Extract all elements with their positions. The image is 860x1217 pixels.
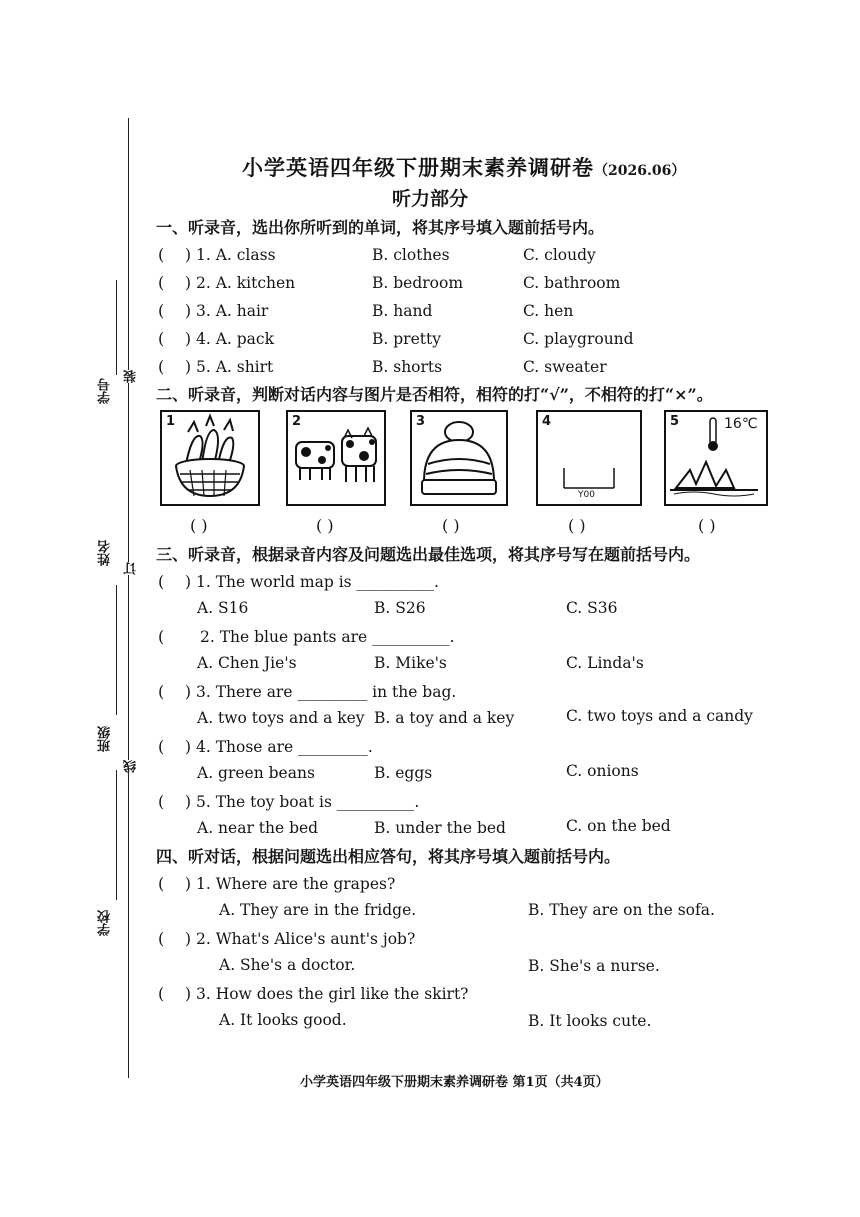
option-b: B. under the bed xyxy=(374,819,506,837)
exam-subtitle: 听力部分 xyxy=(392,188,469,210)
answer-paren[interactable]: ( xyxy=(158,682,165,701)
option-b: B. shorts xyxy=(372,358,443,376)
sydney-opera-house-icon xyxy=(666,412,766,504)
option-c: C. S36 xyxy=(566,599,618,617)
question-stem: ) 5. The toy boat is __________. xyxy=(185,793,420,811)
option-b: B. She's a nurse. xyxy=(528,957,660,975)
option-a: A. near the bed xyxy=(197,819,319,837)
option-a: A. Chen Jie's xyxy=(197,654,297,672)
school-label: 学校 xyxy=(98,910,113,936)
answer-paren[interactable]: ( xyxy=(158,874,165,893)
question-stem: ) 3. There are _________ in the bag. xyxy=(185,683,457,701)
answer-paren[interactable]: ( xyxy=(158,301,165,320)
page-footer: 小学英语四年级下册期末素养调研卷 第1页（共4页） xyxy=(300,1075,609,1090)
exam-title xyxy=(242,152,685,182)
option-c: C. Linda's xyxy=(566,654,644,672)
option-c: C. sweater xyxy=(523,358,607,376)
option-c: C. cloudy xyxy=(523,246,596,264)
option-a: A. They are in the fridge. xyxy=(219,901,417,919)
picture-2 xyxy=(286,410,386,506)
option-b: B. hand xyxy=(372,302,433,320)
picture-1 xyxy=(160,410,260,506)
option-c: C. two toys and a candy xyxy=(566,707,753,725)
student-number-label: 学号 xyxy=(98,378,113,404)
picture-4-answer[interactable]: ( ) xyxy=(568,516,586,535)
name-underline-2 xyxy=(116,585,117,715)
answer-paren[interactable]: ( xyxy=(158,984,165,1003)
picture-5 xyxy=(664,410,768,506)
picture-number: 3 xyxy=(416,414,426,429)
name-label: 姓名 xyxy=(98,540,113,566)
name-underline-1 xyxy=(116,280,117,375)
option-c: C. hen xyxy=(523,302,574,320)
wool-hat-icon xyxy=(412,412,506,504)
question-stem: 2. The blue pants are __________. xyxy=(200,628,455,646)
option-b: B. pretty xyxy=(372,330,441,348)
question-stem: ) 1. The world map is __________. xyxy=(185,573,439,591)
answer-paren[interactable]: ( xyxy=(158,329,165,348)
answer-paren[interactable]: ( xyxy=(158,572,165,591)
picture-3-answer[interactable]: ( ) xyxy=(442,516,460,535)
section1-heading: 一、听录音，选出你所听到的单词，将其序号填入题前括号内。 xyxy=(156,218,605,237)
option-b: B. S26 xyxy=(374,599,426,617)
option-b: B. Mike's xyxy=(374,654,447,672)
option-a: A. S16 xyxy=(197,599,249,617)
question-stem: ) 5. A. shirt xyxy=(185,358,274,376)
cows-icon xyxy=(288,412,384,504)
exam-title-text: 小学英语四年级下册期末素养调研卷 xyxy=(242,155,594,180)
picture-1-answer[interactable]: ( ) xyxy=(190,516,208,535)
question-stem: ) 3. How does the girl like the skirt? xyxy=(185,985,469,1003)
question-stem: ) 4. Those are _________. xyxy=(185,738,373,756)
option-a: A. It looks good. xyxy=(219,1011,347,1029)
option-c: C. bathroom xyxy=(523,274,621,292)
answer-paren[interactable]: ( xyxy=(158,273,165,292)
option-b: B. clothes xyxy=(372,246,450,264)
option-c: C. on the bed xyxy=(566,817,671,835)
section2-heading: 二、听录音，判断对话内容与图片是否相符，相符的打“√”，不相符的打“×”。 xyxy=(156,385,713,404)
picture-number: 5 xyxy=(670,414,680,429)
option-a: A. green beans xyxy=(197,764,315,782)
picture-number: 1 xyxy=(166,414,176,429)
picture-2-answer[interactable]: ( ) xyxy=(316,516,334,535)
section3-heading: 三、听录音，根据录音内容及问题选出最佳选项，将其序号写在题前括号内。 xyxy=(156,545,701,564)
name-underline-3 xyxy=(116,770,117,900)
exam-date: （2026.06） xyxy=(594,163,686,179)
picture-number: 2 xyxy=(292,414,302,429)
xian-mark: 线 xyxy=(124,760,139,773)
picture-5-answer[interactable]: ( ) xyxy=(698,516,716,535)
answer-paren[interactable]: ( xyxy=(158,245,165,264)
ding-mark: 订 xyxy=(124,562,139,575)
question-stem: ) 1. A. class xyxy=(185,246,276,264)
temperature-label: 16℃ xyxy=(724,416,758,432)
question-stem: ) 4. A. pack xyxy=(185,330,274,348)
question-stem: ) 3. A. hair xyxy=(185,302,269,320)
question-stem: ) 1. Where are the grapes? xyxy=(185,875,396,893)
section4-heading: 四、听对话，根据问题选出相应答句，将其序号填入题前括号内。 xyxy=(156,847,621,866)
answer-paren[interactable]: ( xyxy=(158,792,165,811)
picture-number: 4 xyxy=(542,414,552,429)
answer-paren[interactable]: ( xyxy=(158,929,165,948)
zhuang-mark: 装 xyxy=(124,370,139,383)
question-stem: ) 2. What's Alice's aunt's job? xyxy=(185,930,416,948)
class-label: 班级 xyxy=(98,726,113,752)
option-b: B. They are on the sofa. xyxy=(528,901,715,919)
option-b: B. eggs xyxy=(374,764,433,782)
option-c: C. playground xyxy=(523,330,634,348)
picture-4 xyxy=(536,410,642,506)
answer-paren[interactable]: ( xyxy=(158,627,165,646)
option-b: B. It looks cute. xyxy=(528,1012,652,1030)
option-b: B. bedroom xyxy=(372,274,464,292)
answer-paren[interactable]: ( xyxy=(158,357,165,376)
vegetable-basket-icon xyxy=(162,412,258,504)
binding-line xyxy=(128,118,129,1078)
option-b: B. a toy and a key xyxy=(374,709,515,727)
picture-3 xyxy=(410,410,508,506)
option-c: C. onions xyxy=(566,762,639,780)
option-a: A. two toys and a key xyxy=(197,709,365,727)
picture-4-caption: Y00 xyxy=(578,490,595,500)
question-stem: ) 2. A. kitchen xyxy=(185,274,296,292)
option-a: A. She's a doctor. xyxy=(219,956,356,974)
answer-paren[interactable]: ( xyxy=(158,737,165,756)
